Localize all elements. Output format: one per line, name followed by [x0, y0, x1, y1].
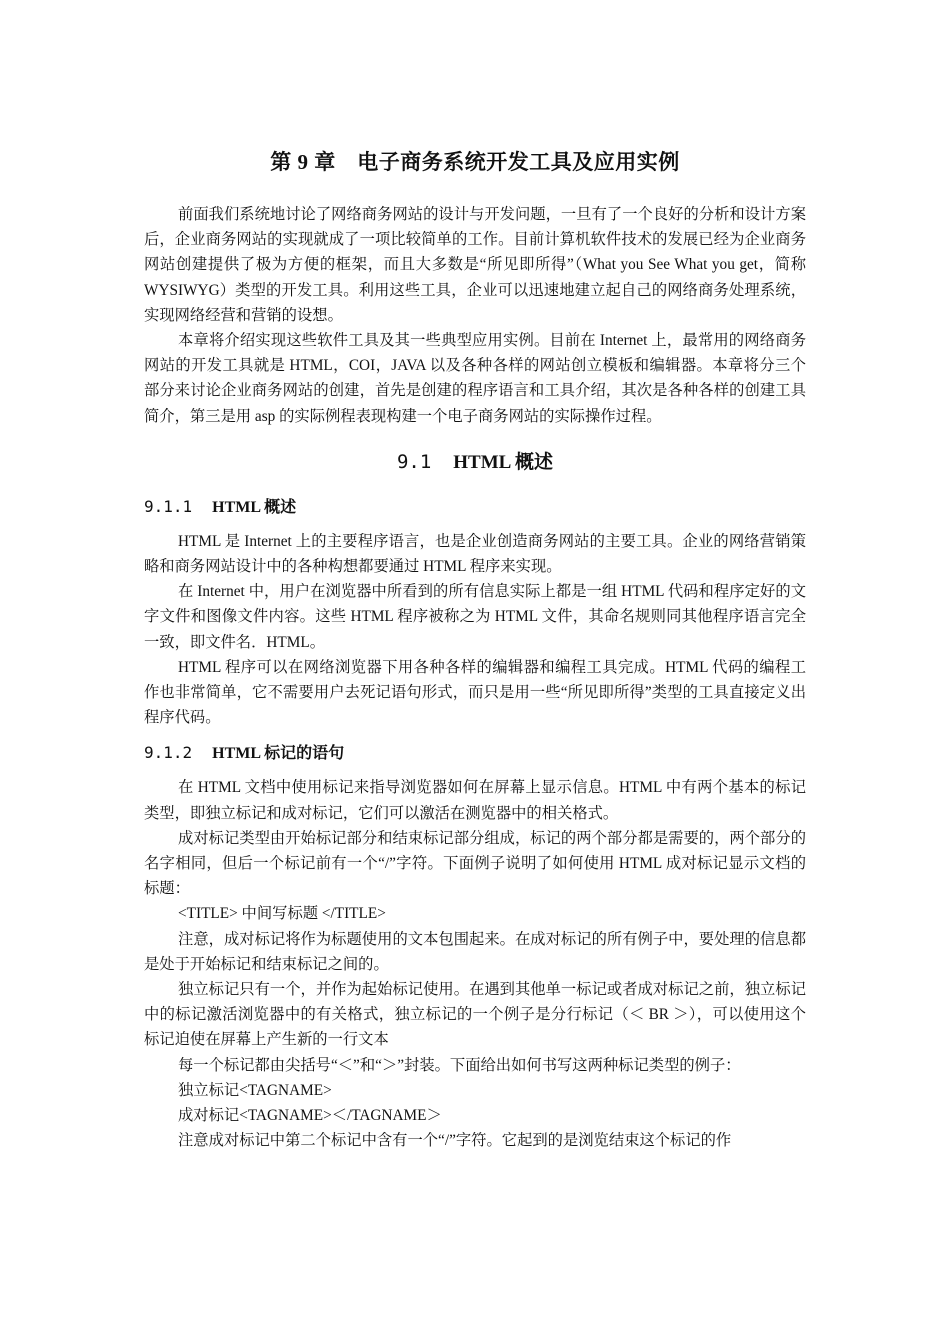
section-number: 9.1 — [396, 450, 432, 473]
body-paragraph: 注意成对标记中第二个标记中含有一个“/”字符。它起到的是浏览结束这个标记的作 — [178, 1132, 732, 1150]
intro-paragraph: 前面我们系统地讨论了网络商务网站的设计与开发问题，一旦有了一个良好的分析和设计方案后，企业商务网站的实现就成了一项比较简单的工作。目前计算机软件技术的发展已经为企业商务网站创建提供了极为方便的框架，而且大多数是“所见即所得”（What you See What you get，简称 WYSIWYG）类型的开发工具。利用这些工具，企业可以迅速地建立起自己的网络商务处理系统，实现网络经营和营销的设想。 — [144, 206, 806, 324]
subsection-number: 9.1.1 — [144, 496, 193, 516]
body-paragraph: 独立标记只有一个，并作为起始标记使用。在遇到其他单一标记或者成对标记之前，独立标记中的标记激活浏览器中的有关格式，独立标记的一个例子是分行标记（＜ BR ＞），可以使用这个标记迫使在屏幕上产生新的一行文本 — [144, 981, 806, 1049]
body-paragraph: 在 HTML 文档中使用标记来指导浏览器如何在屏幕上显示信息。HTML 中有两个基本的标记类型，即独立标记和成对标记，它们可以激活在测览器中的相关格式。 — [144, 779, 806, 822]
subsection-title-text: HTML 概述 — [212, 498, 297, 516]
body-paragraph: HTML 是 Internet 上的主要程序语言，也是企业创造商务网站的主要工具。企业的网络营销策略和商务网站设计中的各种构想都要通过 HTML 程序来实现。 — [144, 532, 806, 576]
body-paragraph: 在 Internet 中，用户在浏览器中所看到的所有信息实际上都是一组 HTML 代码和程序定好的文字文件和图像文件内容。这些 HTML 程序被称之为 HTML 文件，其命名规则同其他程序语言完全一致，即文件名．HTML。 — [144, 583, 806, 651]
body-paragraph: 注意，成对标记将作为标题使用的文本包围起来。在成对标记的所有例子中，要处理的信息都是处于开始标记和结束标记之间的。 — [144, 930, 806, 973]
body-paragraph: 成对标记类型由开始标记部分和结束标记部分组成，标记的两个部分都是需要的，两个部分的名字相同，但后一个标记前有一个“/”字符。下面例子说明了如何使用 HTML 成对标记显示文档的标题： — [144, 829, 806, 898]
code-example: 成对标记<TAGNAME>＜/TAGNAME＞ — [178, 1107, 442, 1125]
code-example: <TITLE> 中间写标题 </TITLE> — [178, 905, 386, 923]
subsection-number: 9.1.2 — [144, 743, 193, 763]
intro-paragraph: 本章将介绍实现这些软件工具及其一些典型应用实例。目前在 Internet 上，最常用的网络商务网站的开发工具就是 HTML，COI，JAVA 以及各种各样的网站创立模板和编辑器。本章将分三个部分来讨论企业商务网站的创建，首先是创建的程序语言和工具介绍，其次是各种各样的创建工具简介，第三是用 asp 的实际例程表现构建一个电子商务网站的实际操作过程。 — [144, 332, 806, 425]
code-example: 独立标记<TAGNAME> — [178, 1081, 332, 1099]
body-paragraph: 每一个标记都由尖括号“＜”和“＞”封装。下面给出如何书写这两种标记类型的例子： — [178, 1056, 741, 1074]
page-content — [144, 146, 806, 1154]
subsection-title — [144, 740, 806, 767]
section-title-text: HTML 概述 — [453, 451, 554, 473]
subsection-title — [144, 494, 806, 521]
section-title — [144, 447, 806, 478]
chapter-title: 第 9 章 电子商务系统开发工具及应用实例 — [270, 150, 680, 174]
body-paragraph: HTML 程序可以在网络浏览器下用各种各样的编辑器和编程工具完成。HTML 代码的编程工作也非常简单，它不需要用户去死记语句形式，而只是用一些“所见即所得”类型的工具直接定义出程序代码。 — [144, 658, 806, 727]
subsection-title-text: HTML 标记的语句 — [212, 745, 345, 763]
